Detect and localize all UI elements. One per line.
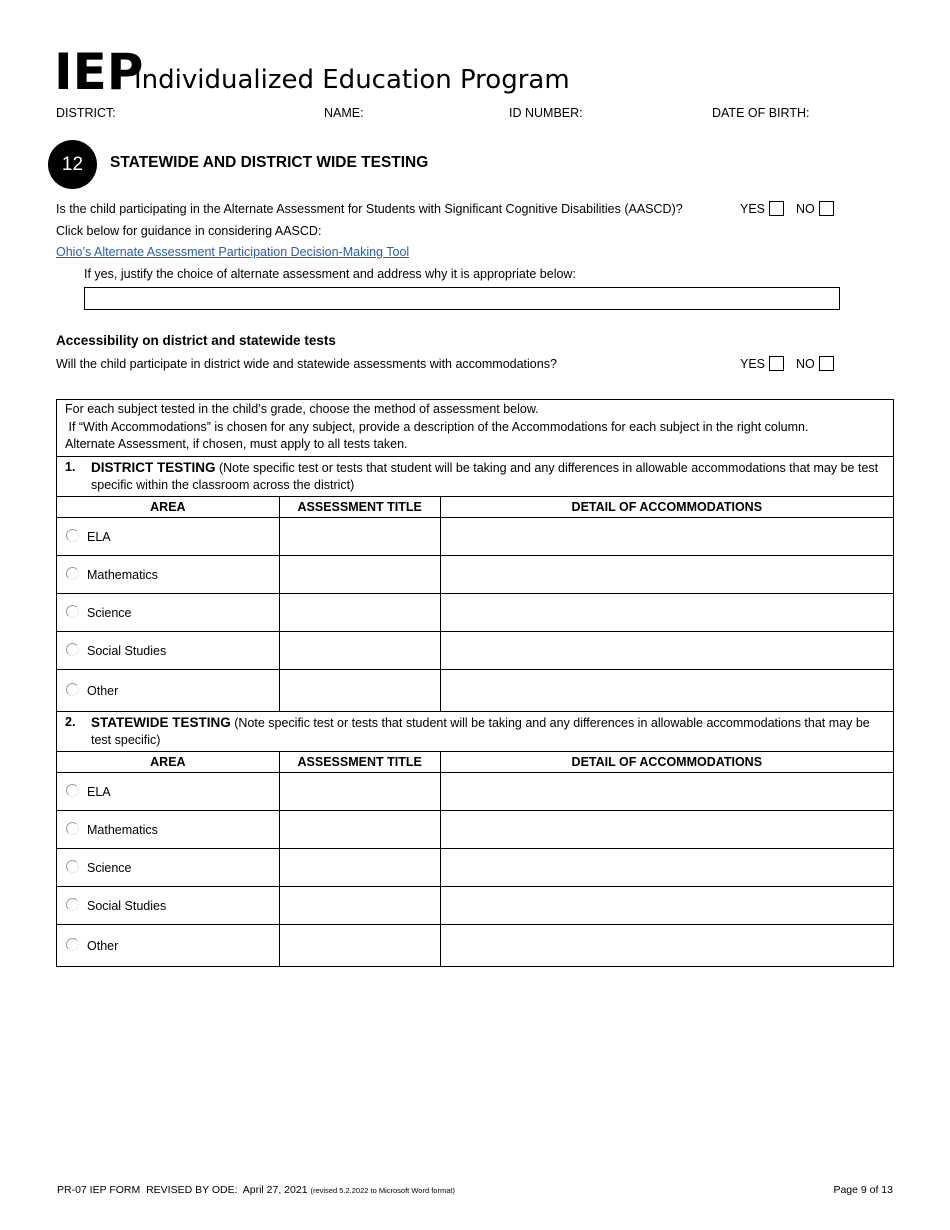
detail-cell[interactable]	[440, 924, 893, 966]
detail-cell[interactable]	[440, 631, 893, 669]
aascd-yes-checkbox[interactable]	[769, 201, 784, 216]
date-of-birth-label: DATE OF BIRTH:	[712, 106, 810, 120]
area-cell[interactable]	[57, 772, 280, 810]
table-row	[57, 848, 894, 886]
assessment-title-cell[interactable]	[279, 886, 440, 924]
radio-button[interactable]	[66, 643, 79, 656]
assessment-title-column-header: ASSESSMENT TITLE	[279, 751, 440, 772]
detail-cell[interactable]	[440, 555, 893, 593]
assessment-title-cell[interactable]	[279, 924, 440, 966]
radio-button[interactable]	[66, 938, 79, 951]
area-column-header: AREA	[57, 496, 280, 517]
detail-cell[interactable]	[440, 593, 893, 631]
assessment-title-cell[interactable]	[279, 555, 440, 593]
area-label: ELA	[87, 784, 111, 799]
aascd-no-label: NO	[796, 202, 815, 216]
statewide-testing-title: STATEWIDE TESTING	[91, 714, 231, 730]
detail-cell[interactable]	[440, 886, 893, 924]
detail-cell[interactable]	[440, 848, 893, 886]
area-cell[interactable]	[57, 848, 280, 886]
detail-column-header: DETAIL OF ACCOMMODATIONS	[440, 496, 893, 517]
table-row	[57, 669, 894, 711]
aascd-no[interactable]	[796, 201, 834, 217]
assessment-title-cell[interactable]	[279, 593, 440, 631]
area-label: Mathematics	[87, 567, 158, 582]
assessment-title-cell[interactable]	[279, 517, 440, 555]
assessment-title-cell[interactable]	[279, 669, 440, 711]
aascd-yes[interactable]	[740, 201, 784, 217]
table-row	[57, 924, 894, 966]
name-label: NAME:	[324, 106, 364, 120]
district-label: DISTRICT:	[56, 106, 116, 120]
table-row	[57, 593, 894, 631]
table-row	[57, 517, 894, 555]
assessment-title-cell[interactable]	[279, 848, 440, 886]
area-cell[interactable]	[57, 631, 280, 669]
justify-input[interactable]	[84, 287, 840, 310]
accommodations-no-checkbox[interactable]	[819, 356, 834, 371]
detail-cell[interactable]	[440, 517, 893, 555]
area-label: Mathematics	[87, 822, 158, 837]
area-cell[interactable]	[57, 669, 280, 711]
assessment-title-cell[interactable]	[279, 631, 440, 669]
instruction-line: For each subject tested in the child’s grade, choose the method of assessment below.	[65, 402, 539, 416]
accommodations-question: Will the child participate in district wide and statewide assessments with accommodations?	[56, 357, 557, 371]
area-label: ELA	[87, 529, 111, 544]
table-row	[57, 810, 894, 848]
detail-cell[interactable]	[440, 810, 893, 848]
district-testing-note: (Note specific test or tests that student will be taking and any differences in allowable accommodations that may be test specific within the classroom across the district)	[91, 460, 879, 492]
aascd-guidance: Click below for guidance in considering AASCD:	[56, 224, 322, 238]
instruction-line: If “With Accommodations” is chosen for any subject, provide a description of the Accommodations for each subject in the right column.	[65, 419, 809, 434]
assessment-title-cell[interactable]	[279, 772, 440, 810]
area-cell[interactable]	[57, 924, 280, 966]
area-cell[interactable]	[57, 555, 280, 593]
form-revision: PR-07 IEP FORM REVISED BY ODE: April 27, 2021	[57, 1184, 311, 1196]
detail-cell[interactable]	[440, 772, 893, 810]
table-row	[57, 555, 894, 593]
accommodations-no[interactable]	[796, 356, 834, 372]
radio-button[interactable]	[66, 567, 79, 580]
aascd-question: Is the child participating in the Alternate Assessment for Students with Significant Cognitive Disabilities (AASCD)?	[56, 202, 683, 216]
footer-form-id	[57, 1183, 455, 1198]
aascd-no-checkbox[interactable]	[819, 201, 834, 216]
radio-button[interactable]	[66, 605, 79, 618]
statewide-testing-number: 2.	[65, 714, 76, 729]
detail-column-header: DETAIL OF ACCOMMODATIONS	[440, 751, 893, 772]
area-label: Other	[87, 938, 119, 953]
area-column-header: AREA	[57, 751, 280, 772]
page-number: Page 9 of 13	[833, 1184, 893, 1196]
form-title: Individualized Education Program	[134, 65, 570, 95]
district-testing-header	[57, 456, 894, 496]
statewide-testing-note: (Note specific test or tests that student will be taking and any differences in allowable accommodations that may be test specific)	[91, 715, 870, 747]
instruction-line: Alternate Assessment, if chosen, must apply to all tests taken.	[65, 437, 408, 451]
id-number-label: ID NUMBER:	[509, 106, 583, 120]
accommodations-no-label: NO	[796, 357, 815, 371]
accommodations-yes[interactable]	[740, 356, 784, 372]
statewide-testing-header	[57, 711, 894, 751]
accommodations-yes-checkbox[interactable]	[769, 356, 784, 371]
testing-table	[56, 399, 894, 967]
area-label: Science	[87, 860, 132, 875]
assessment-title-column-header: ASSESSMENT TITLE	[279, 496, 440, 517]
radio-button[interactable]	[66, 683, 79, 696]
area-label: Other	[87, 683, 119, 698]
justify-prompt: If yes, justify the choice of alternate assessment and address why it is appropriate below:	[84, 267, 576, 281]
district-testing-number: 1.	[65, 459, 76, 474]
area-label: Social Studies	[87, 643, 167, 658]
section-number-badge: 12	[48, 140, 97, 189]
section-title: STATEWIDE AND DISTRICT WIDE TESTING	[110, 154, 429, 171]
revision-note: (revised 5.2.2022 to Microsoft Word format)	[310, 1186, 455, 1195]
radio-button[interactable]	[66, 529, 79, 542]
aascd-yes-label: YES	[740, 202, 766, 216]
area-cell[interactable]	[57, 517, 280, 555]
table-row	[57, 631, 894, 669]
radio-button[interactable]	[66, 822, 79, 835]
accommodations-yes-label: YES	[740, 357, 766, 371]
radio-button[interactable]	[66, 898, 79, 911]
area-cell[interactable]	[57, 886, 280, 924]
form-acronym: IEP	[54, 43, 144, 101]
detail-cell[interactable]	[440, 669, 893, 711]
table-row	[57, 886, 894, 924]
area-label: Social Studies	[87, 898, 167, 913]
area-label: Science	[87, 605, 132, 620]
area-cell[interactable]	[57, 810, 280, 848]
district-testing-title: DISTRICT TESTING	[91, 459, 216, 475]
decision-tool-link[interactable]: Ohio’s Alternate Assessment Participation Decision-Making Tool	[56, 245, 410, 259]
area-cell[interactable]	[57, 593, 280, 631]
table-row	[57, 772, 894, 810]
accessibility-heading: Accessibility on district and statewide tests	[56, 333, 336, 348]
radio-button[interactable]	[66, 860, 79, 873]
radio-button[interactable]	[66, 784, 79, 797]
assessment-title-cell[interactable]	[279, 810, 440, 848]
table-instructions	[57, 400, 894, 457]
